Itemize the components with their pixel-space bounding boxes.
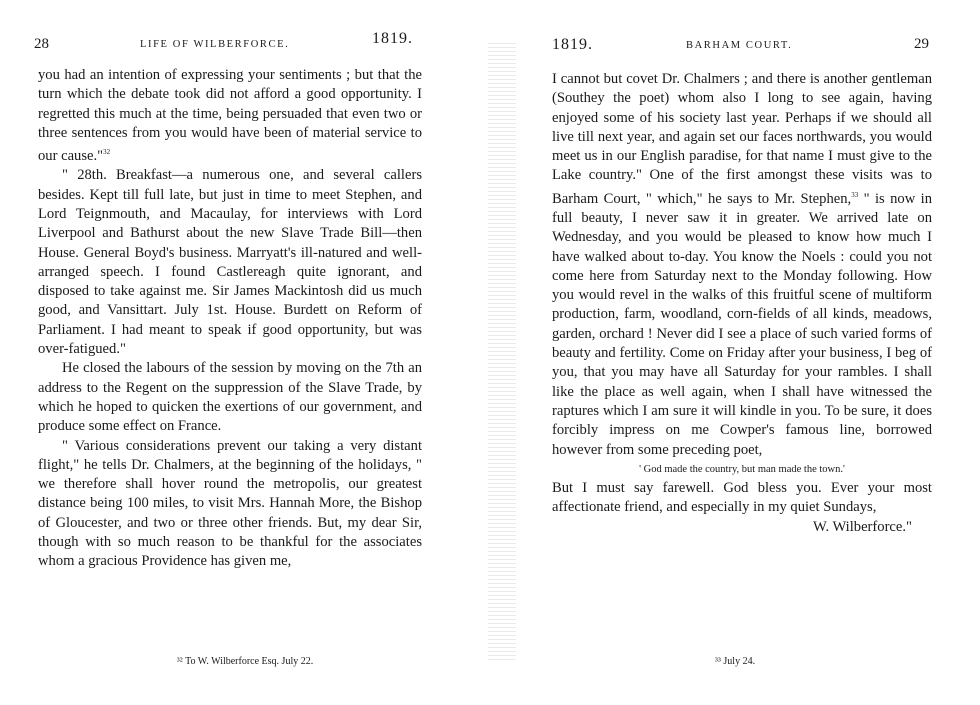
right-page-number: 29 [914, 36, 929, 52]
left-footnote: ³² To W. Wilberforce Esq. July 22. [176, 656, 314, 667]
left-paragraph-1 [38, 66, 422, 166]
left-paragraph-4: " Various considerations prevent our taking a very distant flight," he tells Dr. Chalmers, at the beginning of the holidays, " we therefore shall hover round the metropolis, our greatest distance being 100 miles, to visit Mrs. Hannah More, the Bishop of Gloucester, and two or three other friends. But, my dear Sir, though with so much reason to be thankful for the associates whom a gracious Providence has given me, [38, 437, 422, 570]
left-footnote-marker: 32 [103, 148, 111, 157]
left-page-number: 28 [34, 36, 49, 52]
right-body-text [552, 70, 932, 537]
left-running-title: LIFE OF WILBERFORCE. [140, 39, 290, 50]
signature: W. Wilberforce." [813, 518, 912, 535]
right-paragraph-1-continuation: " is now in full beauty, I never saw it in greater. We arrived late on Wednesday, and you would be pleased to know how much I have walked about to-day. You know the Noels : could you not come here from Saturday next to the Monday following. How you would revel in the walks of this fruitful scene of multiform production, farm, woodland, corn-fields of all kinds, meadows, garden, orchard ! Never did I see a place of such varied forms of beauty and fertility. Come on Friday after your business, I beg of you, that you may have all Saturday for your rambles. I shall like the place as well again, when I shall have witnessed the raptures which I am sure it will kindle in you. To be sure, it does forcibly impress on me Cowper's famous line, borrowed however from some preceding poet, [552, 190, 932, 458]
right-running-title: BARHAM COURT. [686, 40, 793, 51]
left-paragraph-2: " 28th. Breakfast—a numerous one, and several callers besides. Kept till full late, but just in time to meet Stephen, and Lord Teignmouth, and Macaulay, for interviews with Lord Liverpool and Bathurst about the new Slave Trade Bill—then House. General Boyd's business. Marryatt's ill-natured and well-arranged speech. I found Castlereagh quite ignorant, and disposed to take against me. Sir James Mackintosh did us much good, and Vansittart. July 1st. House. Burdett on Reform of Parliament. I had meant to speak if good opportunity, but was over-fatigued." [38, 167, 422, 358]
left-paragraph-1-text: you had an intention of expressing your sentiments ; but that the turn which the debate took did not afford a good opportunity. I regretted this much at the time, being persuaded that even two or three sentences from you would have been of material service to our cause." [38, 67, 422, 165]
right-year: 1819. [552, 36, 593, 53]
right-footnote-marker: 33 [851, 190, 859, 199]
left-paragraph-3: He closed the labours of the session by moving on the 7th an address to the Regent on the suppression of the Slave Trade, by which he hoped to quicken the exertions of our government, and produce some effect on France. [38, 360, 422, 435]
right-paragraph-1 [552, 70, 932, 460]
right-paragraph-1-text: I cannot but covet Dr. Chalmers ; and there is another gentleman (Southey the poet) whom also I long to see again, having enjoyed some of his society last year. Perhaps if we should all live till next year, and again set our faces northwards, you would meet us in our English paradise, for that name I must give to the Lake country." One of the first amongst these visits was to Barham Court, " which," he says to Mr. Stephen, [552, 71, 932, 207]
cowper-quote: ' God made the country, but man made the town.' [639, 463, 845, 475]
left-body-text [38, 66, 422, 572]
left-year: 1819. [372, 30, 413, 47]
right-footnote: ³³ July 24. [714, 656, 756, 667]
right-page [490, 0, 980, 705]
right-paragraph-2: But I must say farewell. God bless you. Ever your most affectionate friend, and especially in my quiet Sundays, [552, 480, 932, 516]
